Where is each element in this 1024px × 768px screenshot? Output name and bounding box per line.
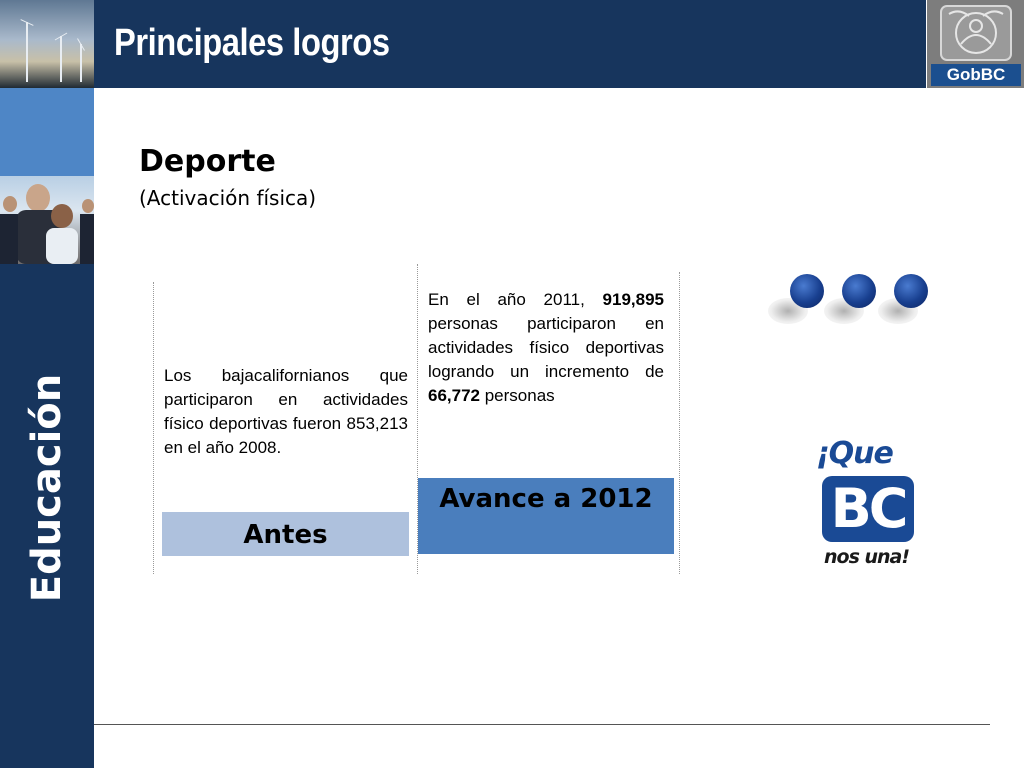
- sidebar-section-label: Educación: [24, 373, 70, 603]
- decorative-dots: [760, 268, 940, 338]
- after-tag-label: Avance a 2012: [439, 484, 653, 514]
- column-divider: [153, 282, 154, 574]
- after-text-part: personas participaron en actividades físico deportivas logrando un incremento de: [428, 314, 664, 381]
- people-count-value: 919,895: [602, 290, 664, 309]
- footer-divider: [94, 724, 990, 725]
- slogan-line2: BC: [822, 476, 914, 542]
- before-paragraph: Los bajacalifornianos que participaron en actividades físico deportivas fueron 853,213 en el año 2008.: [164, 366, 408, 457]
- sidebar-accent-block: [0, 88, 94, 176]
- gobbc-logo: [926, 0, 1024, 88]
- after-paragraph: [428, 288, 664, 408]
- slogan-logo: [812, 436, 930, 578]
- page-title: Principales logros: [114, 22, 390, 64]
- blue-dot-icon: [842, 274, 876, 308]
- after-tag: [418, 478, 674, 554]
- header-bar: [0, 0, 1024, 88]
- increment-value: 66,772: [428, 386, 480, 405]
- column-divider: [679, 272, 680, 574]
- section-title: Deporte: [139, 144, 276, 179]
- after-text-part: En el año 2011,: [428, 290, 603, 309]
- after-text-part: personas: [480, 386, 555, 405]
- people-photo: [0, 176, 94, 264]
- blue-dot-icon: [894, 274, 928, 308]
- state-seal-icon: [939, 4, 1013, 62]
- before-tag: Antes: [162, 512, 409, 556]
- wind-turbines-photo: [0, 0, 94, 88]
- gobbc-logo-text: GobBC: [931, 64, 1021, 86]
- section-subtitle: (Activación física): [139, 186, 317, 210]
- slogan-line1: ¡Que: [816, 436, 893, 471]
- slogan-line3: nos una!: [824, 546, 910, 568]
- blue-dot-icon: [790, 274, 824, 308]
